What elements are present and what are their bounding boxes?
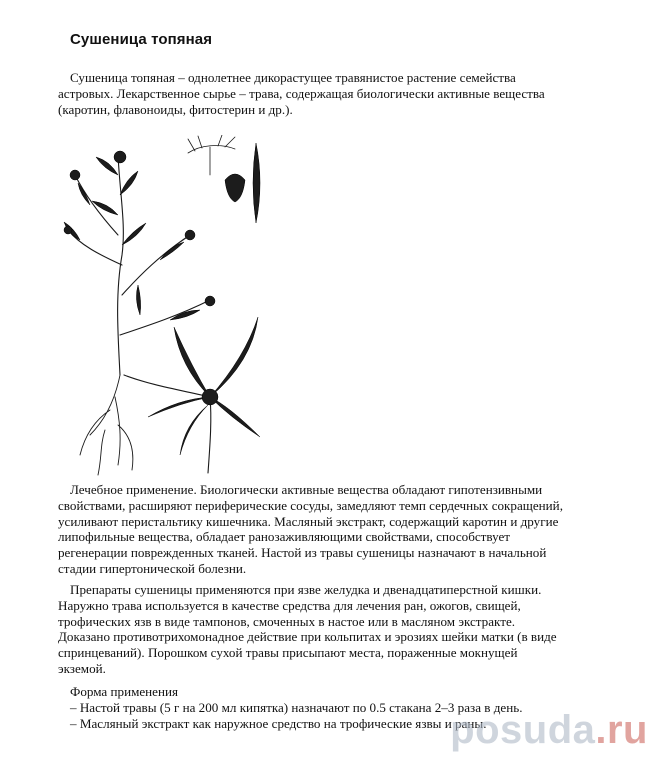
leaf (122, 223, 146, 245)
leaf (180, 405, 208, 455)
text-line: усиливают перистальтику кишечника. Масляный экстракт, содержащий каротин и другие (58, 513, 559, 529)
floret-detail (225, 174, 245, 202)
forma-item: – Настой травы (5 г на 200 мл кипятка) назначают по 0.5 стакана 2–3 раза в день. (70, 699, 523, 715)
leaf (210, 397, 260, 437)
flower-head (185, 230, 195, 240)
text-line: Наружно трава используется в качестве средства для лечения ран, ожогов, свищей, (58, 597, 521, 613)
flower-head (202, 389, 218, 405)
intro-paragraph (58, 70, 618, 117)
text-line: Сушеница топяная – однолетнее дикорастущее травянистое растение семейства (70, 70, 516, 85)
text-line: регенерации поврежденных тканей. Настой из травы сушеницы назначают в начальной (58, 545, 547, 561)
text-line: липофильные вещества, обладает ранозаживляющими свойствами, способствует (58, 529, 511, 545)
text-line: экземой. (58, 660, 106, 676)
leaf (136, 285, 140, 315)
leaf (174, 327, 210, 397)
text-line: Лечебное применение. Биологически активные вещества обладают гипотензивными (70, 482, 543, 497)
usage-paragraph (58, 482, 618, 577)
forma-heading: Форма применения (70, 684, 179, 699)
preparations-paragraph (58, 582, 618, 677)
flower-head (205, 296, 215, 306)
stem-line (120, 300, 210, 335)
text-line: спринцеваний). Порошком сухой травы присыпают места, пораженные мокнущей (58, 645, 518, 661)
site-watermark: posuda.ru (450, 708, 648, 752)
leaf (148, 397, 210, 417)
text-line: свойствами, расширяют периферические сосуды, замедляют темп сердечных сокращений, (58, 497, 563, 513)
text-line: астровых. Лекарственное сырье – трава, содержащая биологически активные вещества (58, 85, 545, 101)
text-line: Доказано противотрихомонадное действие при кольпитах и эрозиях шейки матки (в виде (58, 629, 557, 645)
document-title: Сушеница топяная (70, 31, 213, 48)
stem-line (208, 397, 211, 473)
bract-detail (253, 143, 260, 223)
leaf (120, 171, 138, 195)
pappus-line (188, 135, 235, 175)
text-line: (каротин, флавоноиды, фитостерин и др.). (58, 101, 293, 117)
root-line (80, 375, 133, 475)
text-line: трофических язв в виде тампонов, смоченных в настое или в масляном экстракте. (58, 613, 516, 629)
leaf (78, 183, 90, 205)
leaf (160, 242, 184, 260)
forma-section (58, 684, 618, 731)
text-line: Препараты сушеницы применяются при язве желудка и двенадцатиперстной кишки. (70, 582, 542, 597)
plant-illustration (60, 135, 275, 480)
flower-head (70, 170, 80, 180)
leaf (210, 317, 258, 397)
flower-head (114, 151, 126, 163)
text-line: стадии гипертонической болезни. (58, 560, 247, 576)
flower-head (64, 226, 72, 234)
forma-item: – Масляный экстракт как наружное средство на трофические язвы и раны. (70, 715, 487, 731)
